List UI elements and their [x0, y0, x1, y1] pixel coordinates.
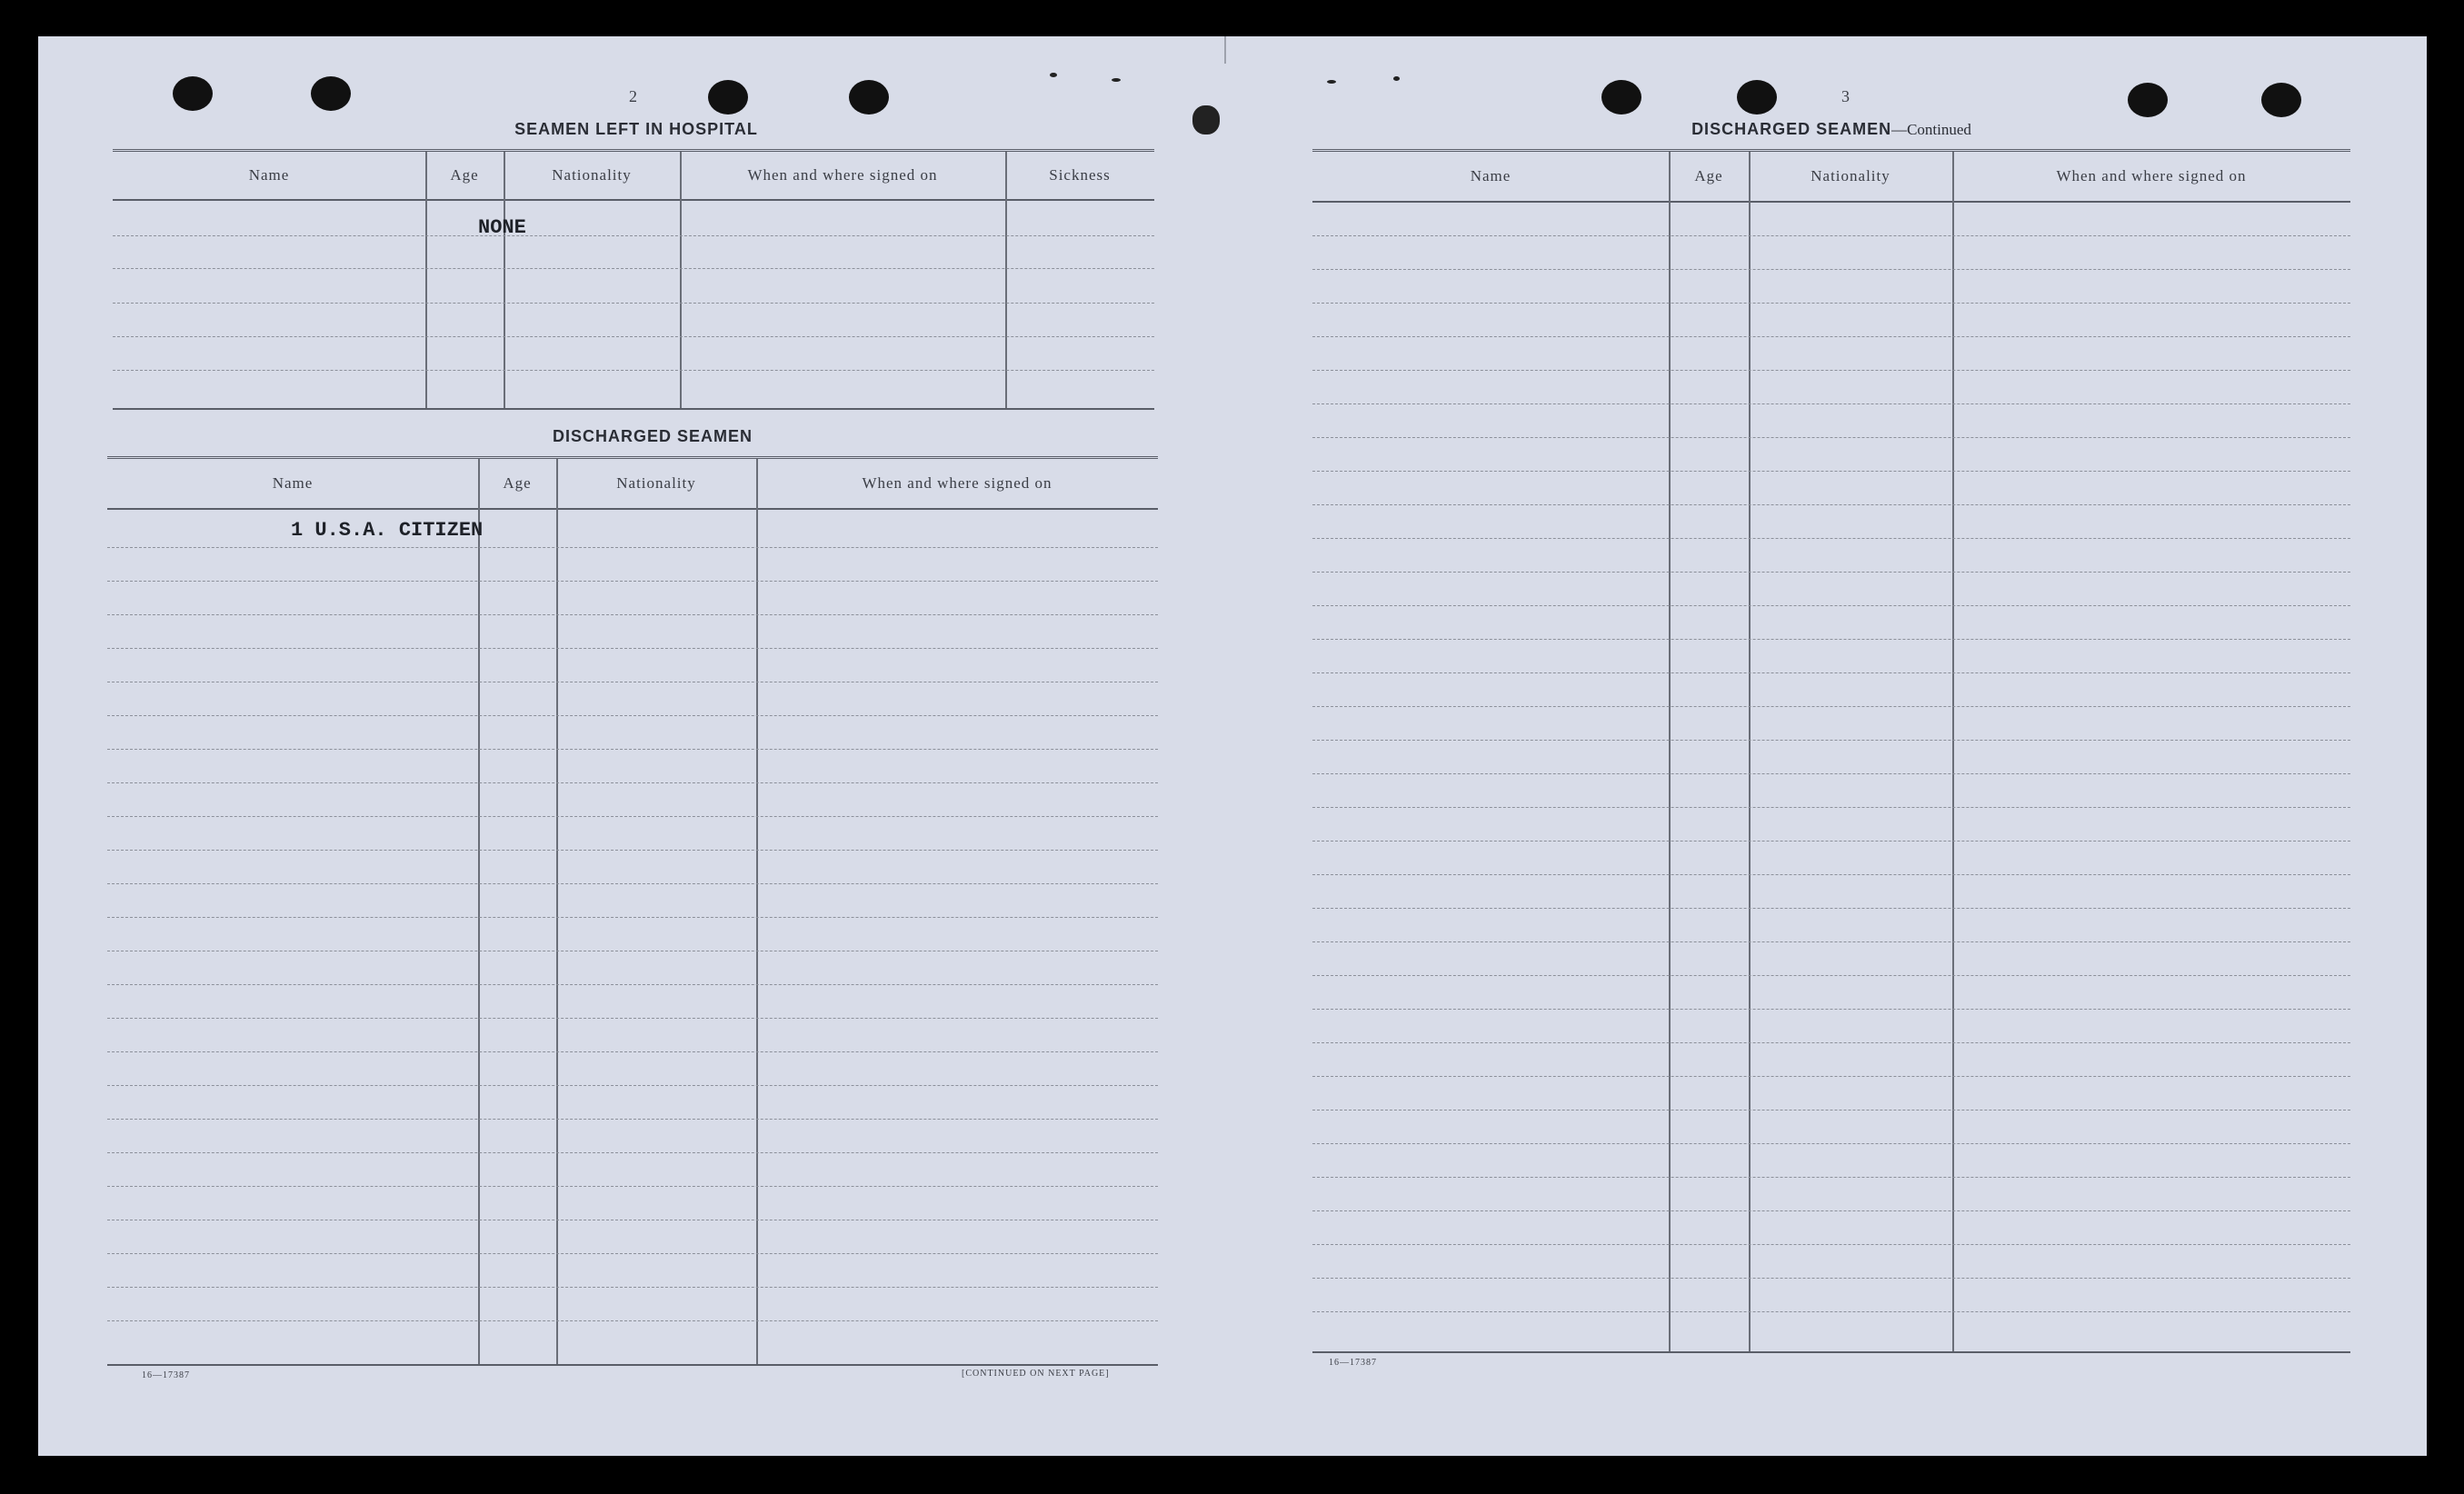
row-rule	[107, 1085, 1158, 1086]
column-header-age: Age	[1694, 167, 1723, 184]
page-number: 2	[629, 87, 637, 105]
punch-hole	[173, 76, 213, 111]
row-rule	[1312, 370, 2350, 371]
hospital-entry: NONE	[478, 216, 526, 239]
column-header-nationality: Nationality	[616, 474, 696, 492]
discharged-section-title: DISCHARGED SEAMEN	[552, 427, 753, 445]
row-rule	[113, 235, 1154, 236]
row-rule	[1312, 1278, 2350, 1279]
column-header-nationality: Nationality	[1811, 167, 1890, 184]
column-header-name: Name	[272, 474, 314, 492]
row-rule	[1312, 908, 2350, 909]
column-divider	[1952, 152, 1954, 1351]
ink-smudge	[1327, 80, 1336, 84]
title-suffix: —Continued	[1891, 121, 1971, 138]
page-number: 3	[1841, 87, 1850, 105]
row-rule	[113, 336, 1154, 337]
form-number: 16—17387	[142, 1370, 190, 1380]
column-header-sickness: Sickness	[1049, 166, 1111, 184]
row-rule	[107, 1320, 1158, 1321]
column-header-name: Name	[248, 166, 290, 184]
column-divider	[556, 459, 558, 1364]
row-rule	[107, 581, 1158, 582]
row-rule	[1312, 538, 2350, 539]
ink-smudge	[1112, 78, 1121, 82]
form-number: 16—17387	[1329, 1358, 1377, 1368]
row-rule	[1312, 807, 2350, 808]
row-rule	[1312, 773, 2350, 774]
row-rule	[107, 883, 1158, 884]
discharged-continued-header	[1312, 152, 2350, 203]
row-rule	[1312, 1042, 2350, 1043]
row-rule	[1312, 303, 2350, 304]
punch-hole	[849, 80, 889, 115]
row-rule	[1312, 1076, 2350, 1077]
row-rule	[107, 547, 1158, 548]
column-header-age: Age	[450, 166, 479, 184]
discharged-entry: 1 U.S.A. CITIZEN	[291, 519, 484, 542]
row-rule	[113, 303, 1154, 304]
row-rule	[1312, 841, 2350, 842]
discharged-table-header	[107, 459, 1158, 510]
row-rule	[1312, 336, 2350, 337]
row-rule	[1312, 471, 2350, 472]
row-rule	[107, 984, 1158, 985]
punch-hole	[2128, 83, 2168, 117]
row-rule	[107, 1253, 1158, 1254]
row-rule	[1312, 605, 2350, 606]
row-rule	[1312, 874, 2350, 875]
row-rule	[1312, 1244, 2350, 1245]
row-rule	[107, 1051, 1158, 1052]
punch-hole	[311, 76, 351, 111]
row-rule	[107, 614, 1158, 615]
punch-hole	[708, 80, 748, 115]
punch-hole	[1601, 80, 1641, 115]
title-main: DISCHARGED SEAMEN	[1691, 120, 1892, 138]
discharged-continued-table	[1312, 149, 2350, 1353]
row-rule	[1312, 1210, 2350, 1211]
row-rule	[1312, 706, 2350, 707]
center-fold	[1224, 36, 1226, 64]
row-rule	[113, 370, 1154, 371]
continued-note: [CONTINUED ON NEXT PAGE]	[962, 1369, 1110, 1379]
row-rule	[1312, 403, 2350, 404]
row-rule	[1312, 235, 2350, 236]
row-rule	[107, 782, 1158, 783]
discharged-continued-title	[1559, 120, 2104, 139]
column-divider	[478, 459, 480, 1364]
punch-hole	[2261, 83, 2301, 117]
row-rule	[1312, 269, 2350, 270]
punch-hole	[1737, 80, 1777, 115]
row-rule	[107, 648, 1158, 649]
row-rule	[1312, 1143, 2350, 1144]
row-rule	[107, 1119, 1158, 1120]
row-rule	[1312, 504, 2350, 505]
row-rule	[1312, 572, 2350, 573]
row-rule	[107, 850, 1158, 851]
row-rule	[1312, 740, 2350, 741]
ink-smudge	[1393, 76, 1400, 81]
row-rule	[107, 715, 1158, 716]
row-rule	[1312, 672, 2350, 673]
row-rule	[1312, 1177, 2350, 1178]
row-rule	[107, 1018, 1158, 1019]
hospital-section-title: SEAMEN LEFT IN HOSPITAL	[514, 120, 758, 138]
column-header-nationality: Nationality	[552, 166, 632, 184]
row-rule	[107, 917, 1158, 918]
row-rule	[1312, 437, 2350, 438]
row-rule	[107, 1186, 1158, 1187]
row-rule	[113, 268, 1154, 269]
row-rule	[1312, 941, 2350, 942]
row-rule	[1312, 1009, 2350, 1010]
hospital-table	[113, 149, 1154, 410]
column-header-signed-on: When and where signed on	[747, 166, 938, 184]
row-rule	[1312, 1311, 2350, 1312]
row-rule	[1312, 1110, 2350, 1111]
column-header-age: Age	[503, 474, 532, 492]
column-divider	[1669, 152, 1671, 1351]
row-rule	[1312, 639, 2350, 640]
discharged-table	[107, 456, 1158, 1366]
ink-smudge	[1050, 73, 1057, 77]
row-rule	[107, 749, 1158, 750]
column-header-signed-on: When and where signed on	[862, 474, 1052, 492]
hospital-table-header	[113, 152, 1154, 201]
ink-smudge	[1192, 105, 1220, 134]
row-rule	[107, 816, 1158, 817]
column-divider	[1749, 152, 1751, 1351]
row-rule	[1312, 975, 2350, 976]
column-header-signed-on: When and where signed on	[2056, 167, 2247, 184]
row-rule	[107, 1152, 1158, 1153]
column-header-name: Name	[1470, 167, 1511, 184]
column-divider	[756, 459, 758, 1364]
row-rule	[107, 1287, 1158, 1288]
